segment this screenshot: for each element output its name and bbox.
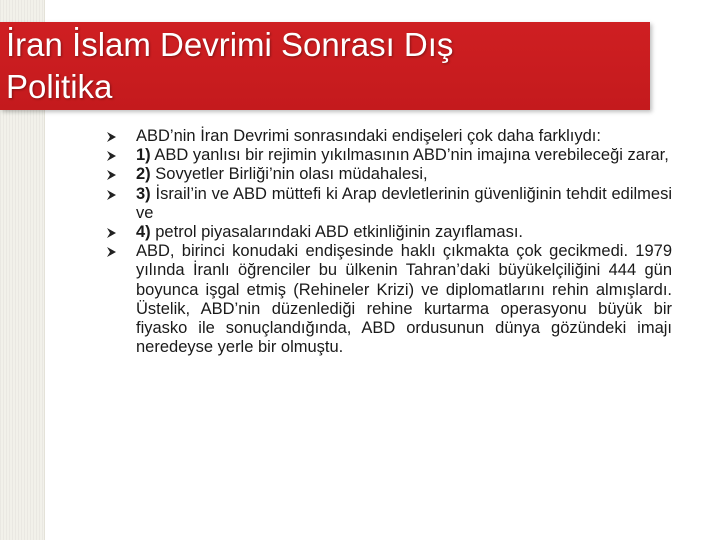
bullet-item — [106, 165, 672, 184]
arrow-bullet-icon — [106, 165, 118, 184]
arrow-bullet-icon — [106, 242, 118, 261]
bullet-number: 4) — [136, 223, 151, 242]
bullet-item — [106, 146, 672, 165]
arrow-bullet-icon — [106, 146, 118, 165]
bullet-number: 3) — [136, 184, 151, 203]
arrow-bullet-icon — [106, 223, 118, 242]
bullet-text: ABD, birinci konudaki endişesinde haklı çıkmakta çok gecikmedi. 1979 yılında İranlı öğrenciler bu ülkenin Tahran’daki büyükelçiliğini 444 gün boyunca işgal etmiş (Rehineler Krizi) ve diplomatlarını rehin almışlardı. Üstelik, ABD’nin düzenlediği rehine kurtarma operasyonu büyük bir fiyasko ile sonuçlandığında, ABD ordusunun dünya gözündeki imajı neredeyse yerle bir olmuştu. — [136, 242, 672, 357]
bullet-item — [106, 242, 672, 357]
bullet-number: 1) — [136, 146, 151, 165]
bullet-text: ABD yanlısı bir rejimin yıkılmasının ABD’nin imajına verebileceği zarar, — [150, 146, 669, 165]
bullet-item — [106, 223, 672, 242]
title-banner — [0, 22, 650, 110]
bullet-item — [106, 127, 672, 146]
bullet-text: ABD’nin İran Devrimi sonrasındaki endişeleri çok daha farklıydı: — [136, 127, 601, 145]
bullet-text: İsrail’in ve ABD müttefi ki Arap devletlerinin güvenliğinin tehdit edilmesi ve — [136, 184, 672, 222]
bullet-list — [106, 127, 672, 357]
bullet-text: petrol piyasalarındaki ABD etkinliğinin zayıflaması. — [150, 223, 524, 242]
bullet-item — [106, 185, 672, 223]
arrow-bullet-icon — [106, 185, 118, 204]
bullet-number: 2) — [136, 165, 151, 184]
slide-title: İran İslam Devrimi Sonrası Dış Politika — [6, 26, 454, 105]
bullet-text: Sovyetler Birliği’nin olası müdahalesi, — [150, 165, 428, 184]
arrow-bullet-icon — [106, 127, 118, 146]
